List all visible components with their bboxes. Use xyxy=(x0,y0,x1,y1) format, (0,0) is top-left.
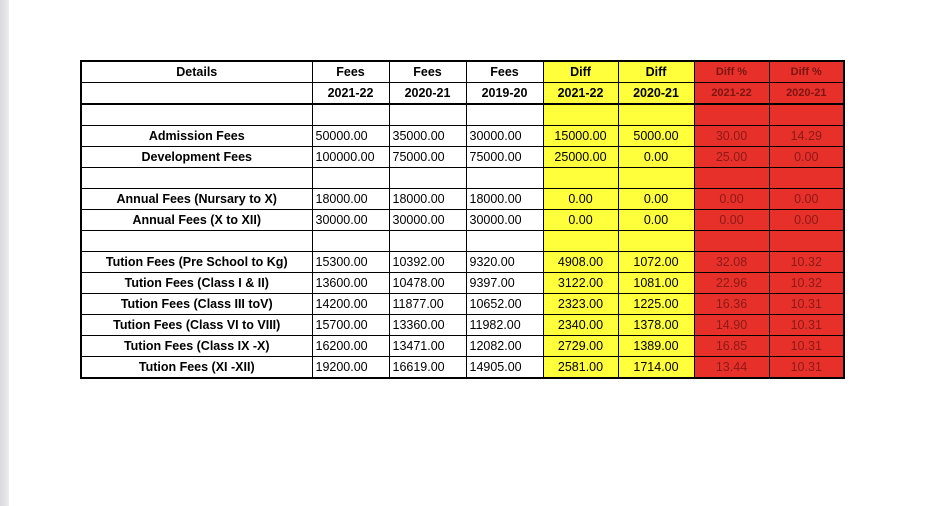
table-row xyxy=(81,336,844,357)
diff-pct-2020-21-cell: 10.32 xyxy=(769,273,844,294)
header-year-5: 2020-21 xyxy=(618,83,694,105)
diff-2021-22-cell xyxy=(543,104,618,126)
fees-2019-20-cell: 30000.00 xyxy=(466,210,543,231)
diff-2020-21-cell: 1225.00 xyxy=(618,294,694,315)
header-details: Details xyxy=(81,61,312,83)
header-year-7: 2020-21 xyxy=(769,83,844,105)
diff-pct-2020-21-cell xyxy=(769,231,844,252)
table-row xyxy=(81,210,844,231)
diff-2021-22-cell: 25000.00 xyxy=(543,147,618,168)
diff-2020-21-cell xyxy=(618,168,694,189)
header-diff-2: Diff xyxy=(618,61,694,83)
fees-2021-22-cell: 13600.00 xyxy=(312,273,389,294)
fees-2021-22-cell xyxy=(312,168,389,189)
window-edge xyxy=(0,0,9,506)
diff-pct-2020-21-cell: 0.00 xyxy=(769,189,844,210)
header-year-4: 2021-22 xyxy=(543,83,618,105)
fees-2020-21-cell: 30000.00 xyxy=(389,210,466,231)
fees-2021-22-cell xyxy=(312,231,389,252)
header-row-2 xyxy=(81,83,844,105)
diff-pct-2021-22-cell: 16.85 xyxy=(694,336,769,357)
header-year-3: 2019-20 xyxy=(466,83,543,105)
fees-comparison-table xyxy=(80,60,845,379)
fees-2021-22-cell: 15700.00 xyxy=(312,315,389,336)
header-diff-pct-1: Diff % xyxy=(694,61,769,83)
fees-2019-20-cell: 30000.00 xyxy=(466,126,543,147)
diff-pct-2020-21-cell: 10.32 xyxy=(769,252,844,273)
fees-2021-22-cell: 50000.00 xyxy=(312,126,389,147)
diff-2021-22-cell: 3122.00 xyxy=(543,273,618,294)
diff-2021-22-cell: 2581.00 xyxy=(543,357,618,379)
row-label: Tution Fees (Class I & II) xyxy=(81,273,312,294)
fees-2020-21-cell: 35000.00 xyxy=(389,126,466,147)
row-label xyxy=(81,168,312,189)
diff-2020-21-cell: 0.00 xyxy=(618,189,694,210)
diff-pct-2021-22-cell: 22.96 xyxy=(694,273,769,294)
header-diff-pct-2: Diff % xyxy=(769,61,844,83)
header-fees-1: Fees xyxy=(312,61,389,83)
header-diff-1: Diff xyxy=(543,61,618,83)
spacer-row xyxy=(81,104,844,126)
fees-2019-20-cell: 12082.00 xyxy=(466,336,543,357)
table-row xyxy=(81,294,844,315)
fees-2021-22-cell xyxy=(312,104,389,126)
fees-2019-20-cell xyxy=(466,231,543,252)
diff-pct-2021-22-cell: 0.00 xyxy=(694,189,769,210)
diff-2021-22-cell: 4908.00 xyxy=(543,252,618,273)
diff-2021-22-cell xyxy=(543,168,618,189)
row-label: Admission Fees xyxy=(81,126,312,147)
fees-2019-20-cell: 14905.00 xyxy=(466,357,543,379)
fees-2019-20-cell: 11982.00 xyxy=(466,315,543,336)
header-fees-3: Fees xyxy=(466,61,543,83)
diff-2021-22-cell xyxy=(543,231,618,252)
fees-2020-21-cell: 11877.00 xyxy=(389,294,466,315)
diff-pct-2021-22-cell xyxy=(694,104,769,126)
table-row xyxy=(81,126,844,147)
diff-pct-2021-22-cell: 14.90 xyxy=(694,315,769,336)
fees-2020-21-cell: 13360.00 xyxy=(389,315,466,336)
header-year-2: 2020-21 xyxy=(389,83,466,105)
header-fees-2: Fees xyxy=(389,61,466,83)
diff-2021-22-cell: 15000.00 xyxy=(543,126,618,147)
fees-2020-21-cell: 10392.00 xyxy=(389,252,466,273)
row-label: Development Fees xyxy=(81,147,312,168)
diff-pct-2021-22-cell xyxy=(694,168,769,189)
diff-2020-21-cell xyxy=(618,231,694,252)
row-label xyxy=(81,104,312,126)
table-row xyxy=(81,147,844,168)
fees-2021-22-cell: 18000.00 xyxy=(312,189,389,210)
diff-pct-2020-21-cell: 10.31 xyxy=(769,315,844,336)
spacer-row xyxy=(81,168,844,189)
fees-2020-21-cell xyxy=(389,168,466,189)
diff-2021-22-cell: 2340.00 xyxy=(543,315,618,336)
diff-pct-2021-22-cell: 16.36 xyxy=(694,294,769,315)
diff-pct-2020-21-cell: 0.00 xyxy=(769,210,844,231)
fees-2021-22-cell: 14200.00 xyxy=(312,294,389,315)
table-row xyxy=(81,252,844,273)
table-row xyxy=(81,273,844,294)
row-label: Tution Fees (Class VI to VIII) xyxy=(81,315,312,336)
fees-2019-20-cell xyxy=(466,104,543,126)
diff-2021-22-cell: 0.00 xyxy=(543,189,618,210)
fees-2020-21-cell: 13471.00 xyxy=(389,336,466,357)
diff-2020-21-cell: 0.00 xyxy=(618,210,694,231)
fees-2019-20-cell: 9320.00 xyxy=(466,252,543,273)
fees-2020-21-cell: 16619.00 xyxy=(389,357,466,379)
diff-pct-2021-22-cell: 32.08 xyxy=(694,252,769,273)
row-label xyxy=(81,231,312,252)
row-label: Annual Fees (X to XII) xyxy=(81,210,312,231)
diff-2021-22-cell: 2323.00 xyxy=(543,294,618,315)
fees-2019-20-cell: 10652.00 xyxy=(466,294,543,315)
table-row xyxy=(81,189,844,210)
diff-pct-2021-22-cell: 30.00 xyxy=(694,126,769,147)
diff-pct-2020-21-cell: 10.31 xyxy=(769,357,844,379)
fees-2020-21-cell: 18000.00 xyxy=(389,189,466,210)
row-label: Tution Fees (Class IX -X) xyxy=(81,336,312,357)
diff-pct-2020-21-cell: 0.00 xyxy=(769,147,844,168)
diff-2020-21-cell: 1714.00 xyxy=(618,357,694,379)
fees-2021-22-cell: 100000.00 xyxy=(312,147,389,168)
fees-2019-20-cell xyxy=(466,168,543,189)
header-year-6: 2021-22 xyxy=(694,83,769,105)
table-row xyxy=(81,357,844,379)
diff-2020-21-cell: 1072.00 xyxy=(618,252,694,273)
diff-2021-22-cell: 0.00 xyxy=(543,210,618,231)
diff-pct-2021-22-cell: 13.44 xyxy=(694,357,769,379)
fees-2020-21-cell: 10478.00 xyxy=(389,273,466,294)
diff-2020-21-cell: 1389.00 xyxy=(618,336,694,357)
row-label: Tution Fees (Class III toV) xyxy=(81,294,312,315)
fees-2021-22-cell: 30000.00 xyxy=(312,210,389,231)
fees-2020-21-cell xyxy=(389,104,466,126)
header-row-1 xyxy=(81,61,844,83)
fees-2021-22-cell: 19200.00 xyxy=(312,357,389,379)
diff-pct-2020-21-cell xyxy=(769,104,844,126)
row-label: Tution Fees (Pre School to Kg) xyxy=(81,252,312,273)
diff-pct-2020-21-cell: 14.29 xyxy=(769,126,844,147)
diff-pct-2020-21-cell: 10.31 xyxy=(769,294,844,315)
fees-2021-22-cell: 15300.00 xyxy=(312,252,389,273)
diff-pct-2021-22-cell xyxy=(694,231,769,252)
fees-2019-20-cell: 18000.00 xyxy=(466,189,543,210)
fees-2020-21-cell: 75000.00 xyxy=(389,147,466,168)
spacer-row xyxy=(81,231,844,252)
header-details-year xyxy=(81,83,312,105)
row-label: Annual Fees (Nursary to X) xyxy=(81,189,312,210)
diff-2020-21-cell xyxy=(618,104,694,126)
diff-pct-2021-22-cell: 0.00 xyxy=(694,210,769,231)
fees-2021-22-cell: 16200.00 xyxy=(312,336,389,357)
fees-2019-20-cell: 9397.00 xyxy=(466,273,543,294)
diff-pct-2020-21-cell: 10.31 xyxy=(769,336,844,357)
diff-2020-21-cell: 0.00 xyxy=(618,147,694,168)
diff-2020-21-cell: 1081.00 xyxy=(618,273,694,294)
header-year-1: 2021-22 xyxy=(312,83,389,105)
row-label: Tution Fees (XI -XII) xyxy=(81,357,312,379)
diff-pct-2020-21-cell xyxy=(769,168,844,189)
diff-2020-21-cell: 1378.00 xyxy=(618,315,694,336)
diff-2021-22-cell: 2729.00 xyxy=(543,336,618,357)
fees-2020-21-cell xyxy=(389,231,466,252)
table-row xyxy=(81,315,844,336)
fees-table-container xyxy=(80,60,845,379)
fees-2019-20-cell: 75000.00 xyxy=(466,147,543,168)
diff-2020-21-cell: 5000.00 xyxy=(618,126,694,147)
diff-pct-2021-22-cell: 25.00 xyxy=(694,147,769,168)
